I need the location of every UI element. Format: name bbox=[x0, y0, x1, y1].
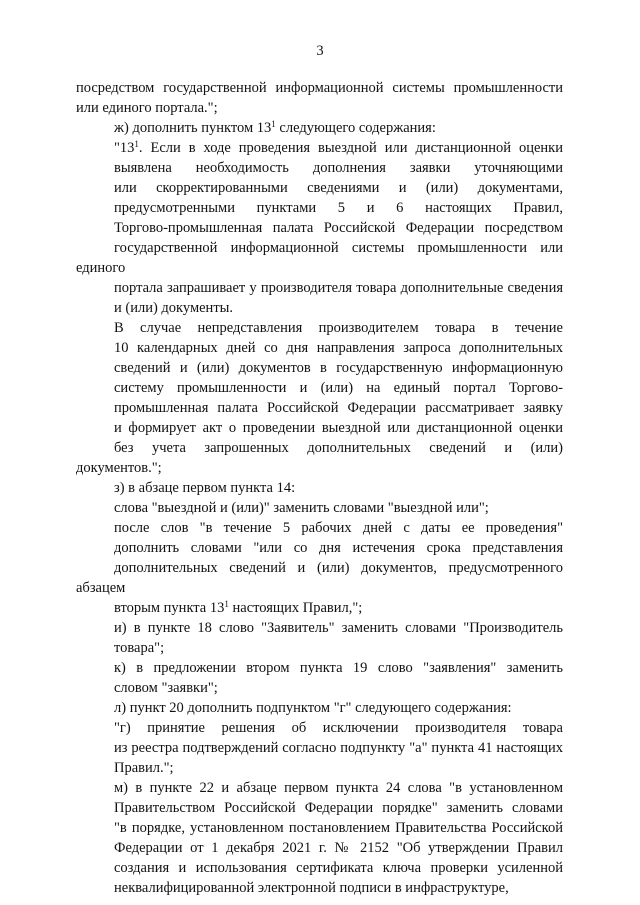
paragraph bbox=[76, 778, 563, 898]
text-line bbox=[76, 298, 563, 318]
paragraph bbox=[76, 318, 563, 478]
paragraph bbox=[76, 498, 563, 518]
text-line bbox=[76, 718, 563, 738]
text-segment: неквалифицированной электронной подписи в инфраструктуре, bbox=[114, 880, 509, 896]
text-segment: портала запрашивает у производителя товара дополнительные сведения bbox=[114, 280, 563, 296]
text-segment: государственной информационной системы промышленности или единого bbox=[76, 240, 563, 276]
text-segment: и) в пункте 18 слово "Заявитель" заменить словами "Производитель bbox=[114, 620, 563, 636]
text-segment: предусмотренными пунктами 5 и 6 настоящих Правил, bbox=[114, 200, 563, 216]
text-segment: из реестра подтверждений согласно подпункту "а" пункта 41 настоящих bbox=[114, 740, 563, 756]
text-line bbox=[76, 478, 563, 498]
text-segment: промышленная палата Российской Федерации рассматривает заявку bbox=[114, 400, 563, 416]
text-line bbox=[76, 358, 563, 378]
text-segment: товара"; bbox=[114, 640, 165, 656]
text-line bbox=[76, 838, 563, 858]
text-segment: сведений и (или) документов в государственную информационную bbox=[114, 360, 563, 376]
paragraph bbox=[76, 118, 563, 138]
paragraph bbox=[76, 518, 563, 618]
text-segment: дополнить словами "или со дня истечения срока представления bbox=[114, 540, 563, 556]
text-segment: или скорректированными сведениями и (или) документами, bbox=[114, 180, 563, 196]
paragraph bbox=[76, 698, 563, 718]
text-line bbox=[76, 558, 563, 598]
text-segment: вторым пункта 13 bbox=[114, 600, 225, 616]
document-body bbox=[76, 78, 563, 898]
text-segment: ж) дополнить пунктом 13 bbox=[114, 120, 272, 136]
text-segment: создания и использования сертификата ключа проверки усиленной bbox=[114, 860, 563, 876]
text-segment: з) в абзаце первом пункта 14: bbox=[114, 480, 296, 496]
text-line bbox=[76, 818, 563, 838]
text-line bbox=[76, 398, 563, 418]
text-line bbox=[76, 78, 563, 98]
paragraph bbox=[76, 478, 563, 498]
text-line bbox=[76, 598, 563, 618]
text-line bbox=[76, 158, 563, 178]
text-segment: . Если в ходе проведения выездной или дистанционной оценки bbox=[138, 140, 563, 156]
text-segment: Правительством Российской Федерации порядке" заменить словами bbox=[114, 800, 563, 816]
text-segment: "г) принятие решения об исключении производителя товара bbox=[114, 720, 563, 736]
text-line bbox=[76, 378, 563, 398]
superscript: 1 bbox=[134, 139, 139, 149]
text-line bbox=[76, 118, 563, 138]
text-segment: и (или) документы. bbox=[114, 300, 234, 316]
text-line bbox=[76, 278, 563, 298]
text-segment: л) пункт 20 дополнить подпунктом "г" следующего содержания: bbox=[114, 700, 512, 716]
text-line bbox=[76, 538, 563, 558]
text-line bbox=[76, 438, 563, 478]
text-segment: настоящих Правил,"; bbox=[228, 600, 363, 616]
text-line bbox=[76, 218, 563, 238]
paragraph bbox=[76, 78, 563, 118]
text-line bbox=[76, 798, 563, 818]
text-segment: выявлена необходимость дополнения заявки уточняющими bbox=[114, 160, 563, 176]
text-segment: 10 календарных дней со дня направления запроса дополнительных bbox=[114, 340, 563, 356]
text-line bbox=[76, 758, 563, 778]
text-segment: или единого портала."; bbox=[76, 100, 218, 116]
text-segment: В случае непредставления производителем товара в течение bbox=[114, 320, 563, 336]
text-line bbox=[76, 138, 563, 158]
text-segment: к) в предложении втором пункта 19 слово "заявления" заменить bbox=[114, 660, 563, 676]
text-segment: следующего содержания: bbox=[275, 120, 436, 136]
page-number: 3 bbox=[316, 43, 324, 59]
text-segment: посредством государственной информационной системы промышленности bbox=[76, 80, 563, 96]
text-segment: "13 bbox=[114, 140, 135, 156]
text-line bbox=[76, 418, 563, 438]
text-line bbox=[76, 638, 563, 658]
paragraph bbox=[76, 138, 563, 318]
text-line bbox=[76, 238, 563, 278]
text-line bbox=[76, 198, 563, 218]
paragraph bbox=[76, 718, 563, 778]
paragraph bbox=[76, 618, 563, 658]
text-line bbox=[76, 178, 563, 198]
text-line bbox=[76, 658, 563, 678]
text-line bbox=[76, 778, 563, 798]
text-segment: Торгово-промышленная палата Российской Федерации посредством bbox=[114, 220, 563, 236]
text-segment: Правил."; bbox=[114, 760, 174, 776]
text-segment: Федерации от 1 декабря 2021 г. № 2152 "Об утверждении Правил bbox=[114, 840, 563, 856]
text-line bbox=[76, 518, 563, 538]
text-line bbox=[76, 98, 563, 118]
text-segment: без учета запрошенных дополнительных сведений и (или) документов."; bbox=[76, 440, 563, 476]
text-line bbox=[76, 498, 563, 518]
text-segment: после слов "в течение 5 рабочих дней с даты ее проведения" bbox=[114, 520, 563, 536]
text-segment: м) в пункте 22 и абзаце первом пункта 24 слова "в установленном bbox=[114, 780, 563, 796]
superscript: 1 bbox=[224, 599, 229, 609]
text-segment: словом "заявки"; bbox=[114, 680, 218, 696]
text-segment: слова "выездной и (или)" заменить словами "выездной или"; bbox=[114, 500, 489, 516]
text-line bbox=[76, 618, 563, 638]
text-line bbox=[76, 338, 563, 358]
paragraph bbox=[76, 658, 563, 698]
text-line bbox=[76, 878, 563, 898]
text-line bbox=[76, 858, 563, 878]
text-segment: дополнительных сведений и (или) документов, предусмотренного абзацем bbox=[76, 560, 563, 596]
text-line bbox=[76, 698, 563, 718]
superscript: 1 bbox=[271, 119, 276, 129]
text-line bbox=[76, 738, 563, 758]
text-segment: систему промышленности и (или) на единый портал Торгово- bbox=[114, 380, 563, 396]
text-segment: и формирует акт о проведении выездной или дистанционной оценки bbox=[114, 420, 563, 436]
text-segment: "в порядке, установленном постановлением Правительства Российской bbox=[114, 820, 563, 836]
text-line bbox=[76, 318, 563, 338]
text-line bbox=[76, 678, 563, 698]
